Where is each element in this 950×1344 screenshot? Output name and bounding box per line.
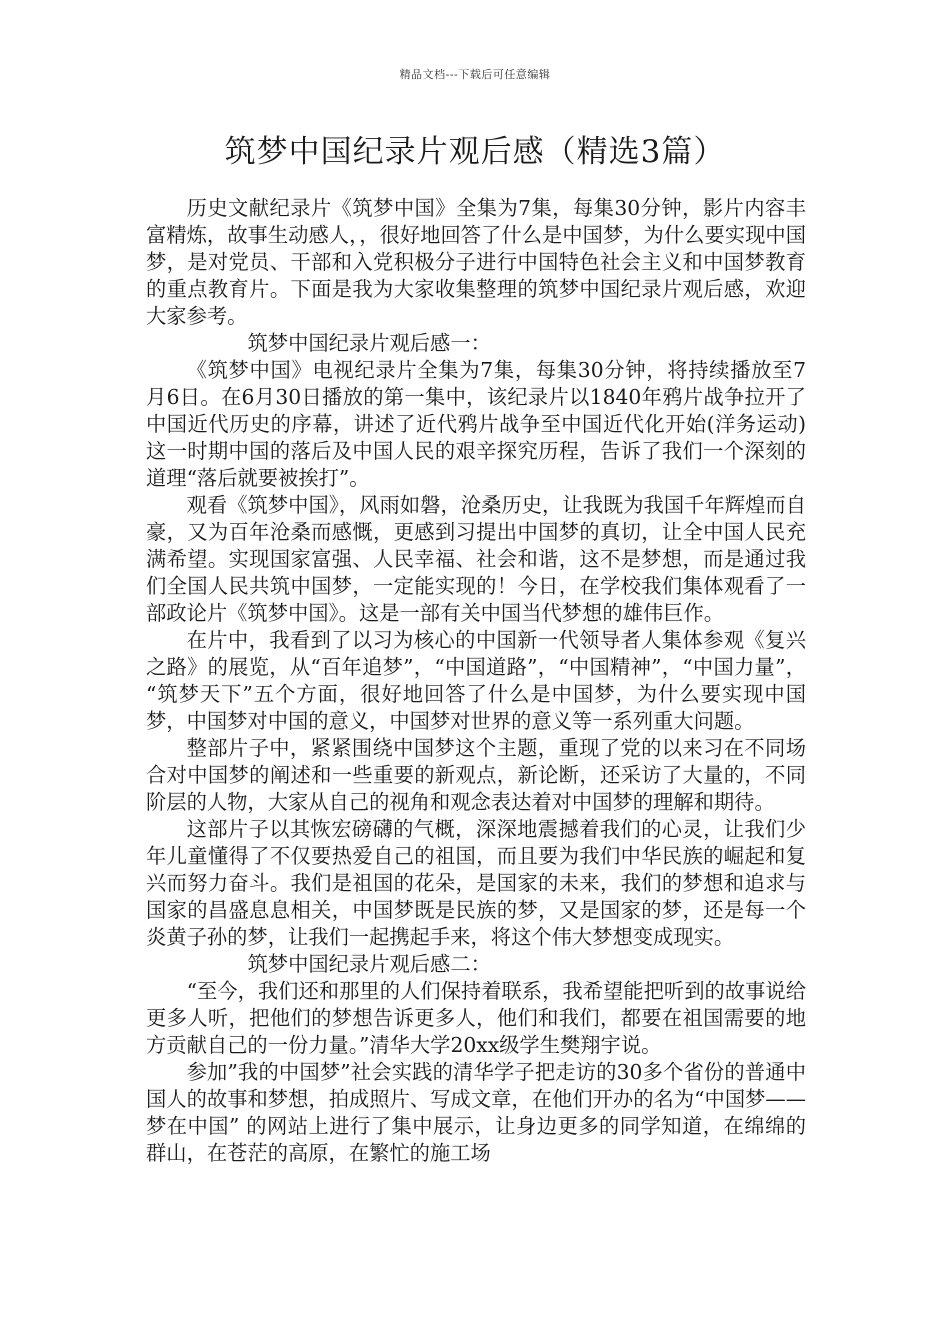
body-paragraph: 观看《筑梦中国》，风雨如磐，沧桑历史，让我既为我国千年辉煌而自豪，又为百年沧桑而感慨，更感到习提出中国梦的真切，让全中国人民充满希望。实现国家富强、人民幸福、社会和谐，这不是梦想，而是通过我们全国人民共筑中国梦，一定能实现的！今日，在学校我们集体观看了一部政论片《筑梦中国》。这是一部有关中国当代梦想的雄伟巨作。	[146, 493, 806, 625]
body-paragraph: 参加”我的中国梦”社会实践的清华学子把走访的30多个省份的普通中国人的故事和梦想，拍成照片、写成文章，在他们开办的名为“中国梦——梦在中国” 的网站上进行了集中展示，让身边更多的同学知道，在绵绵的群山，在苍茫的高原，在繁忙的施工场	[146, 1060, 806, 1165]
body-paragraph: 《筑梦中国》电视纪录片全集为7集，每集30分钟，将持续播放至7月6日。在6月30日播放的第一集中，该纪录片以1840年鸦片战争拉开了中国近代历史的序幕，讲述了近代鸦片战争至中国近代化开始(洋务运动)这一时期中国的落后及中国人民的艰辛探究历程，告诉了我们一个深刻的道理“落后就要被挨打”。	[146, 358, 806, 490]
body-paragraph: 整部片子中，紧紧围绕中国梦这个主题，重现了党的以来习在不同场合对中国梦的阐述和一些重要的新观点，新论断，还采访了大量的，不同阶层的人物，大家从自己的视角和观念表达着对中国梦的理解和期待。	[146, 736, 806, 814]
body-paragraph: “至今，我们还和那里的人们保持着联系，我希望能把听到的故事说给更多人听，把他们的梦想告诉更多人，他们和我们，都要在祖国需要的地方贡献自己的一份力量。”清华大学20xx级学生樊翔宇说。	[146, 979, 806, 1057]
body-paragraph: 这部片子以其恢宏磅礴的气概，深深地震撼着我们的心灵，让我们少年儿童懂得了不仅要热爱自己的祖国，而且要为我们中华民族的崛起和复兴而努力奋斗。我们是祖国的花朵，是国家的未来，我们的梦想和追求与国家的昌盛息息相关，中国梦既是民族的梦，又是国家的梦，还是每一个炎黄子孙的梦，让我们一起携起手来，将这个伟大梦想变成现实。	[146, 817, 806, 949]
section-heading-1: 筑梦中国纪录片观后感一：	[247, 331, 491, 355]
intro-paragraph: 历史文献纪录片《筑梦中国》全集为7集，每集30分钟，影片内容丰富精炼，故事生动感人，，很好地回答了什么是中国梦，为什么要实现中国梦，是对党员、干部和入党积极分子进行中国特色社会主义和中国梦教育的重点教育片。下面是我为大家收集整理的筑梦中国纪录片观后感，欢迎大家参考。	[146, 196, 806, 328]
section-heading-2: 筑梦中国纪录片观后感二：	[247, 952, 491, 976]
body-paragraph: 在片中，我看到了以习为核心的中国新一代领导者人集体参观《复兴之路》的展览，从“百年追梦”，“中国道路”，“中国精神”，“中国力量”， “筑梦天下”五个方面，很好地回答了什么是中国梦，为什么要实现中国梦，中国梦对中国的意义，中国梦对世界的意义等一系列重大问题。	[146, 628, 806, 733]
document-title: 筑梦中国纪录片观后感（精选3篇）	[224, 134, 726, 170]
document-body	[146, 195, 806, 1167]
page-header: 精品文档---下载后可任意编辑	[399, 68, 551, 81]
